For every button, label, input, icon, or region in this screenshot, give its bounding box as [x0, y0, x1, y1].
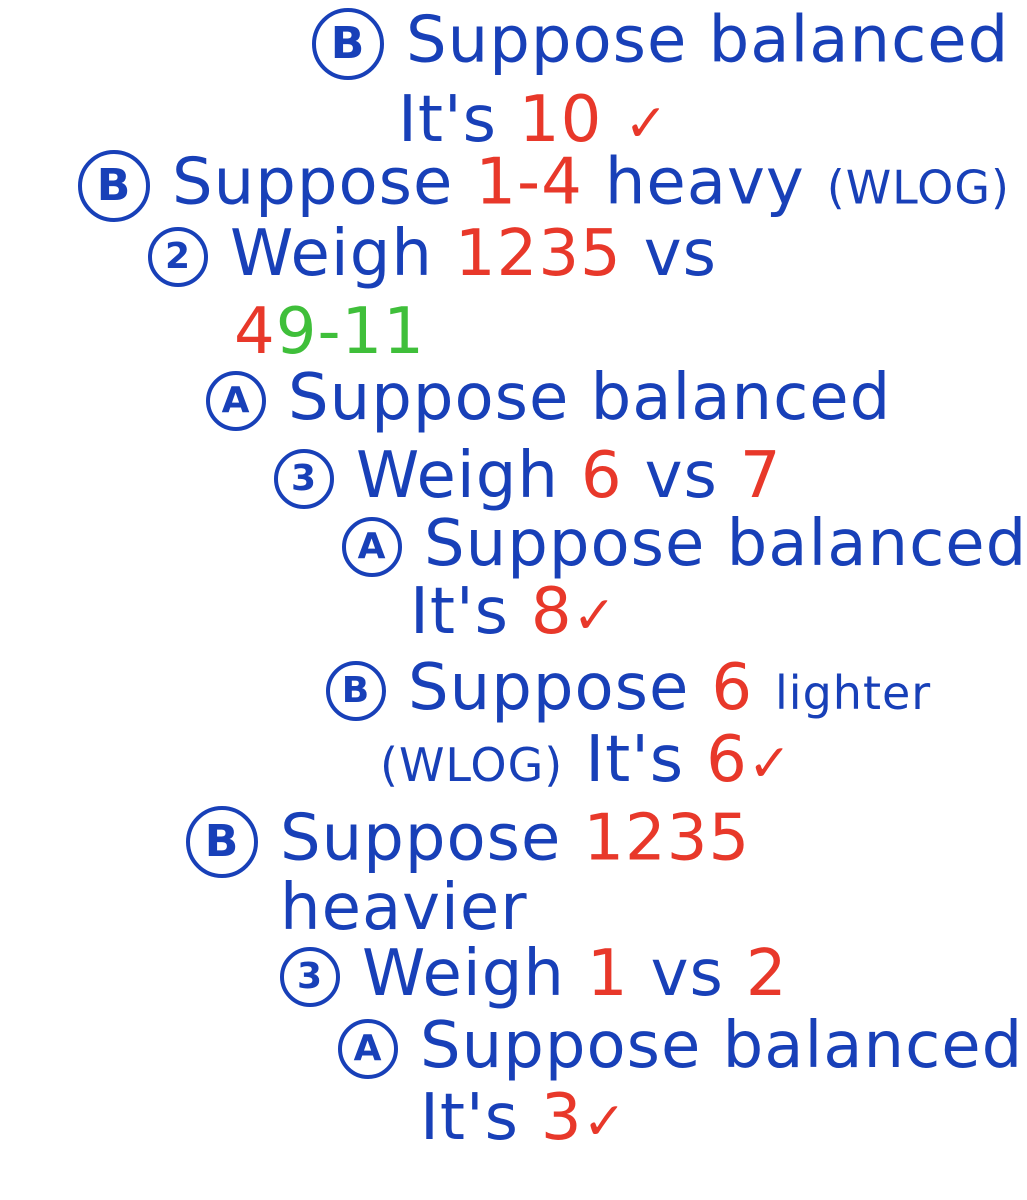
- note-line: [280, 937, 788, 1011]
- coin-value: 2: [745, 937, 788, 1011]
- line-text: Weigh: [230, 217, 433, 291]
- note-line: [326, 651, 932, 725]
- line-text: Suppose balanced: [288, 361, 892, 435]
- note-line: [312, 3, 1010, 80]
- line-text: Suppose: [172, 145, 454, 220]
- line-note: (WLOG): [380, 738, 564, 792]
- line-prefix: It's: [420, 1081, 519, 1155]
- line-mid: vs: [650, 937, 724, 1011]
- marker-circle: 3: [280, 947, 340, 1007]
- marker-circle: B: [326, 661, 386, 721]
- marker-circle: B: [78, 150, 150, 222]
- check-mark: ✓: [747, 734, 793, 794]
- marker-circle: A: [338, 1019, 398, 1079]
- line-suffix: lighter: [775, 666, 932, 720]
- line-suffix: heavy: [604, 145, 805, 220]
- line-text: Weigh: [362, 937, 565, 1011]
- coin-value: 3: [540, 1081, 583, 1155]
- coin-value-green: 9-11: [275, 295, 425, 369]
- check-mark: ✓: [572, 586, 618, 646]
- note-line: [148, 217, 717, 291]
- coin-value: 10: [518, 83, 603, 157]
- line-text: Suppose: [280, 801, 562, 876]
- note-line: [78, 145, 1010, 222]
- note-line: [420, 1081, 628, 1155]
- line-prefix: It's: [585, 723, 685, 797]
- line-text: Suppose balanced: [420, 1009, 1024, 1083]
- marker-circle: 3: [274, 449, 334, 509]
- note-line: [206, 361, 892, 435]
- line-text: Weigh: [356, 439, 559, 513]
- note-line: [380, 723, 793, 797]
- note-line: [186, 801, 751, 878]
- check-mark: ✓: [624, 94, 669, 154]
- line-text: Suppose balanced: [424, 507, 1027, 581]
- note-line: [338, 1009, 1024, 1083]
- marker-circle: 2: [148, 227, 208, 287]
- coin-value: 8: [530, 575, 573, 649]
- note-line: [342, 507, 1027, 581]
- coin-value: 1235: [583, 801, 751, 876]
- coin-value: 6: [706, 723, 748, 797]
- marker-circle: A: [342, 517, 402, 577]
- line-prefix: It's: [398, 83, 497, 157]
- note-line: [410, 575, 618, 649]
- note-line: [274, 439, 782, 513]
- note-line: [398, 83, 669, 157]
- line-text: Suppose balanced: [406, 3, 1010, 78]
- marker-circle: B: [186, 806, 258, 878]
- coin-value: 4: [234, 295, 276, 369]
- coin-value: 1-4: [475, 145, 583, 220]
- coin-value: 7: [739, 439, 782, 513]
- line-suffix: vs: [643, 217, 717, 291]
- marker-circle: B: [312, 8, 384, 80]
- coin-value: 6: [711, 651, 754, 725]
- note-line: [234, 295, 425, 369]
- line-mid: vs: [644, 439, 718, 513]
- line-text: Suppose: [408, 651, 690, 725]
- coin-value: 1: [586, 937, 629, 1011]
- check-mark: ✓: [582, 1092, 628, 1152]
- line-note: (WLOG): [826, 160, 1010, 215]
- coin-value: 6: [580, 439, 623, 513]
- line-prefix: It's: [410, 575, 509, 649]
- note-line: [280, 871, 528, 945]
- coin-value: 1235: [454, 217, 622, 291]
- marker-circle: A: [206, 371, 266, 431]
- line-text: heavier: [280, 871, 528, 945]
